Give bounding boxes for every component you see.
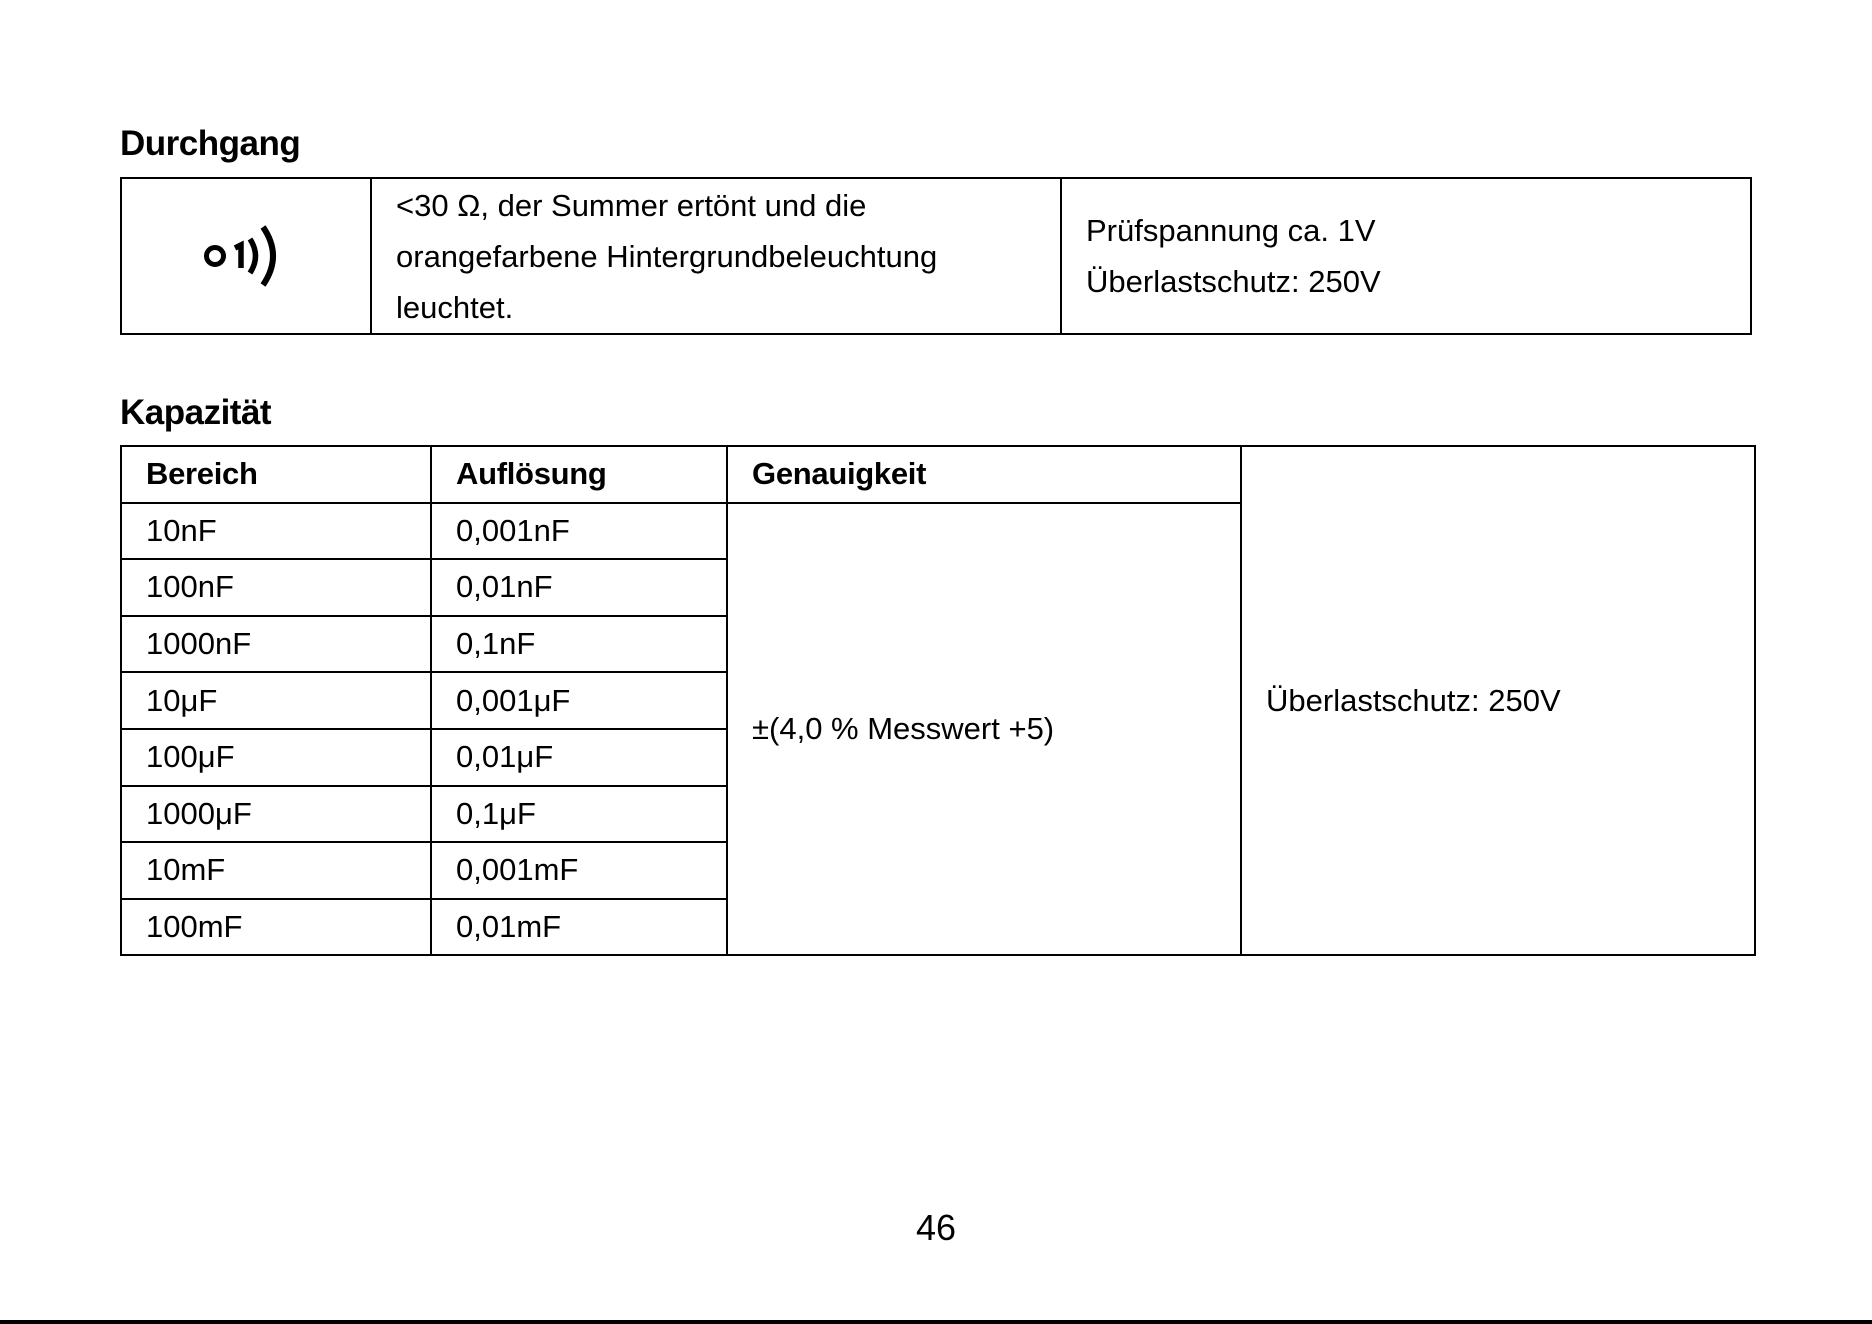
overload-protection-text: Überlastschutz: 250V — [1086, 264, 1381, 299]
resolution-cell: 0,01μF — [431, 729, 727, 786]
column-header-genauigkeit: Genauigkeit — [727, 446, 1241, 503]
range-cell: 10μF — [121, 672, 431, 729]
overload-protection-cell: Überlastschutz: 250V — [1241, 446, 1755, 955]
continuity-description-line: leuchtet. — [396, 289, 514, 325]
column-header-bereich: Bereich — [121, 446, 431, 503]
durchgang-table — [120, 177, 1752, 335]
continuity-description-cell — [371, 178, 1061, 334]
kapazitaet-table — [120, 445, 1756, 956]
resolution-cell: 0,1nF — [431, 616, 727, 673]
resolution-cell: 0,01mF — [431, 899, 727, 956]
resolution-cell: 0,001μF — [431, 672, 727, 729]
range-cell: 100mF — [121, 899, 431, 956]
continuity-symbol-cell — [121, 178, 371, 334]
durchgang-heading: Durchgang — [120, 124, 301, 163]
range-cell: 10nF — [121, 503, 431, 560]
continuity-description-line: orangefarbene Hintergrundbeleuchtung — [396, 238, 938, 274]
range-cell: 1000μF — [121, 786, 431, 843]
page-number: 46 — [915, 1207, 957, 1248]
durchgang-row — [121, 178, 1751, 334]
page-bottom-border — [0, 1320, 1872, 1324]
continuity-spec-cell — [1061, 178, 1751, 334]
column-header-aufloesung: Auflösung — [431, 446, 727, 503]
resolution-cell: 0,01nF — [431, 559, 727, 616]
accuracy-cell: ±(4,0 % Messwert +5) — [727, 503, 1241, 956]
range-cell: 100nF — [121, 559, 431, 616]
resolution-cell: 0,001nF — [431, 503, 727, 560]
continuity-buzzer-icon — [203, 236, 289, 271]
continuity-description-line: <30 Ω, der Summer ertönt und die — [396, 187, 867, 223]
resolution-cell: 0,001mF — [431, 842, 727, 899]
range-cell: 10mF — [121, 842, 431, 899]
range-cell: 100μF — [121, 729, 431, 786]
test-voltage-text: Prüfspannung ca. 1V — [1086, 213, 1376, 248]
resolution-cell: 0,1μF — [431, 786, 727, 843]
table-header-row — [121, 446, 1755, 503]
kapazitaet-heading: Kapazität — [120, 393, 272, 432]
range-cell: 1000nF — [121, 616, 431, 673]
